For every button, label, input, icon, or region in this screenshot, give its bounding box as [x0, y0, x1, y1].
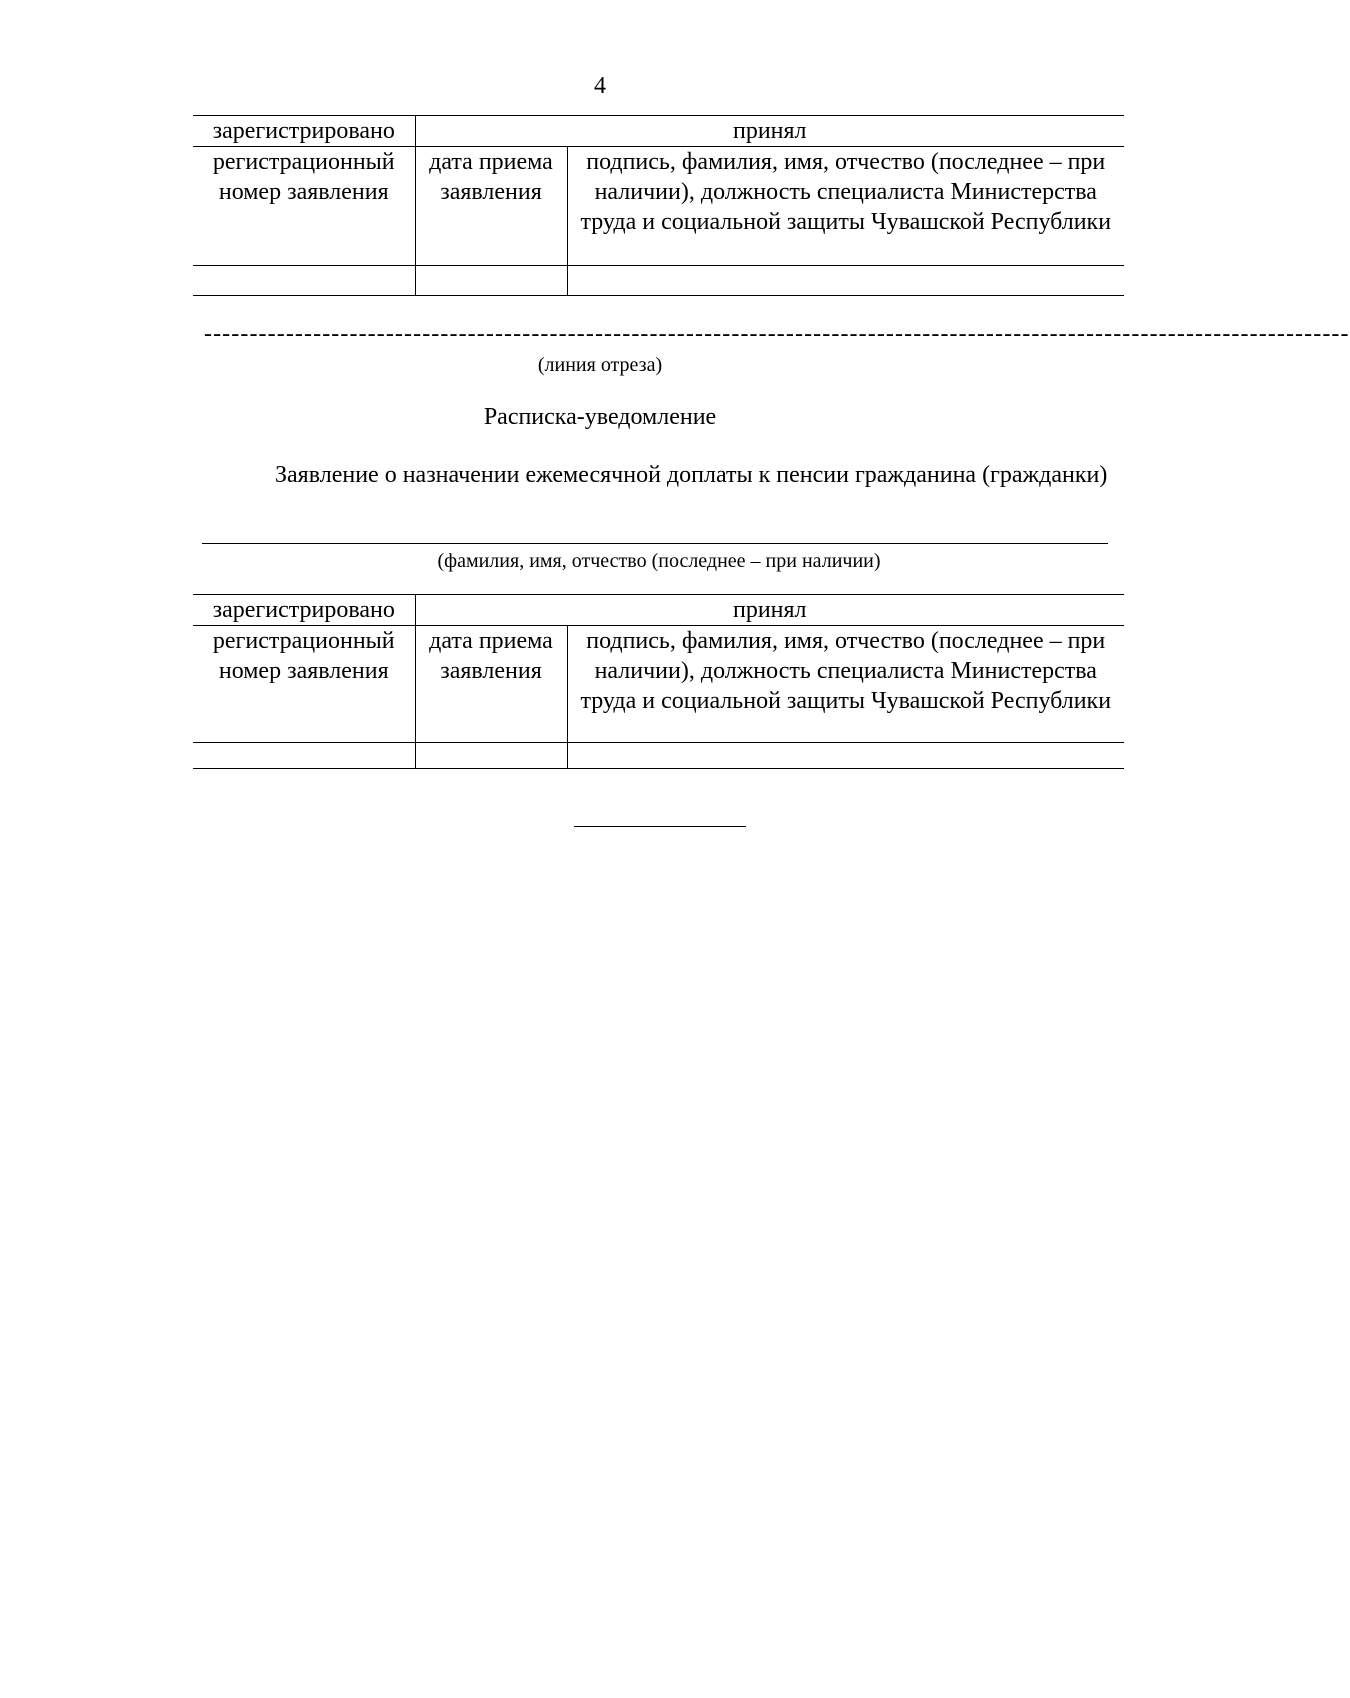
date-cell[interactable] — [415, 266, 567, 296]
reg-number-cell[interactable] — [193, 266, 415, 296]
receipt-statement: Заявление о назначении ежемесячной доплаты к пенсии гражданина (гражданки) — [275, 462, 1108, 488]
registration-table-bottom — [193, 594, 1124, 769]
reg-number-cell[interactable] — [193, 743, 415, 769]
end-separator-line — [574, 826, 746, 827]
receipt-title: Расписка-уведомление — [483, 404, 717, 430]
cut-line: ------------------------------------------------------------------------------------------------------------------------------ — [204, 321, 1350, 347]
reg-number-label: регистрационный номер заявления — [193, 626, 415, 743]
registration-table-top — [193, 115, 1124, 296]
reg-number-label: регистрационный номер заявления — [193, 147, 415, 266]
date-label: дата приема заявления — [415, 147, 567, 266]
name-fill-line[interactable] — [202, 543, 1108, 544]
header-registered: зарегистрировано — [193, 116, 415, 147]
page-number: 4 — [594, 73, 606, 99]
date-label: дата приема заявления — [415, 626, 567, 743]
date-cell[interactable] — [415, 743, 567, 769]
signature-label: подпись, фамилия, имя, отчество (последнее – при наличии), должность специалиста Министерства труда и социальной защиты Чувашской Республики — [567, 147, 1124, 266]
name-caption: (фамилия, имя, отчество (последнее – при наличии) — [437, 550, 881, 572]
cut-line-caption: (линия отреза) — [537, 354, 663, 376]
signature-label: подпись, фамилия, имя, отчество (последнее – при наличии), должность специалиста Министерства труда и социальной защиты Чувашской Республики — [567, 626, 1124, 743]
header-accepted: принял — [415, 116, 1124, 147]
signature-cell[interactable] — [567, 743, 1124, 769]
signature-cell[interactable] — [567, 266, 1124, 296]
header-registered: зарегистрировано — [193, 595, 415, 626]
header-accepted: принял — [415, 595, 1124, 626]
